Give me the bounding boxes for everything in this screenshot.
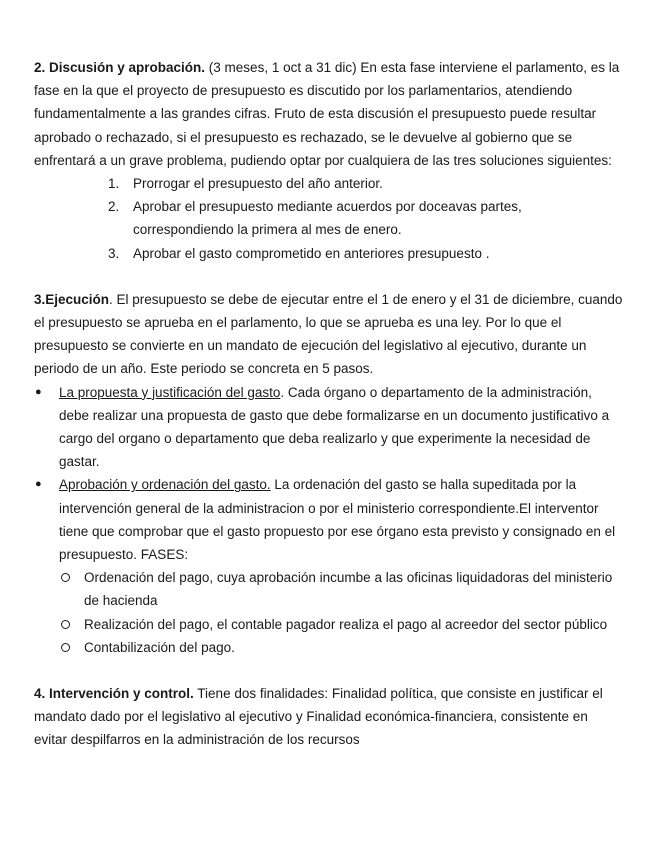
section-2-options-list (34, 172, 624, 265)
section-2-heading: 2. Discusión y aprobación. (34, 60, 206, 75)
section-3-steps-list (34, 381, 624, 567)
section-4-heading: 4. Intervención y control. (34, 686, 194, 702)
bullet-icon: ● (35, 478, 42, 491)
circle-bullet-icon (61, 573, 70, 582)
phases-list (34, 566, 624, 659)
section-4-paragraph (34, 682, 624, 752)
section-3-paragraph (34, 288, 624, 381)
section-3-text: . El presupuesto se debe de ejecutar entre el 1 de enero y el 31 de diciembre, cuando el presupuesto se aprueba en el parlamento, lo que se aprueba es una ley. Por lo que el presupuesto se convierte en un mandato de ejecución del legislativo al ejecutivo, durante un periodo de un año. Este periodo se concreta en 5 pasos. (34, 291, 623, 377)
list-item: 2. Aprobar el presupuesto mediante acuerdos por doceavas partes, correspondiendo la primera al mes de enero. (108, 199, 522, 238)
list-item: 3. Aprobar el gasto comprometido en anteriores presupuesto . (108, 245, 490, 261)
list-item: Realización del pago, el contable pagador realiza el pago al acreedor del sector público (34, 613, 624, 636)
section-2-text: (3 meses, 1 oct a 31 dic) En esta fase interviene el parlamento, es la fase en la que el proyecto de presupuesto es discutido por los parlamentarios, atendiendo fundamentalmente a las grandes cifras. Fruto de esta discusión el presupuesto puede resultar aprobado o rechazado, si el presupuesto es rechazado, se le devuelve al gobierno que se enfrentará a un grave problema, pudiendo optar por cualquiera de las tres soluciones siguientes: (34, 60, 620, 168)
document-body (34, 56, 624, 752)
step-title: La propuesta y justificación del gasto (59, 384, 281, 400)
step-title: Aprobación y ordenación del gasto. (59, 477, 271, 493)
section-3-heading: 3.Ejecución (34, 291, 110, 307)
list-item: ● La propuesta y justificación del gasto. Cada órgano o departamento de la administración, debe realizar una propuesta de gasto que debe formalizarse en un documento justificativo a cargo del organo o departamento que deba realizarlo y que experimente la necesidad de gastar. (34, 381, 624, 474)
section-4-text: Tiene dos finalidades: Finalidad política, que consiste en justificar el mandato dado por el legislativo al ejecutivo y Finalidad económica-financiera, consistente en evitar despilfarros en la administración de los recursos (34, 686, 603, 748)
section-2-paragraph (34, 56, 624, 172)
list-item: 1. Prorrogar el presupuesto del año anterior. (108, 176, 383, 192)
list-item: Contabilización del pago. (34, 636, 624, 659)
list-item: ● Aprobación y ordenación del gasto. La ordenación del gasto se halla supeditada por la intervención general de la administracion o por el ministerio correspondiente.El interventor tiene que comprobar que el gasto propuesto por ese órgano esta previsto y consignado en el presupuesto. FASES: (34, 473, 624, 566)
bullet-icon: ● (35, 385, 42, 398)
circle-bullet-icon (61, 620, 70, 629)
list-item: Ordenación del pago, cuya aprobación incumbe a las oficinas liquidadoras del ministerio de hacienda (34, 566, 624, 612)
circle-bullet-icon (61, 643, 70, 652)
